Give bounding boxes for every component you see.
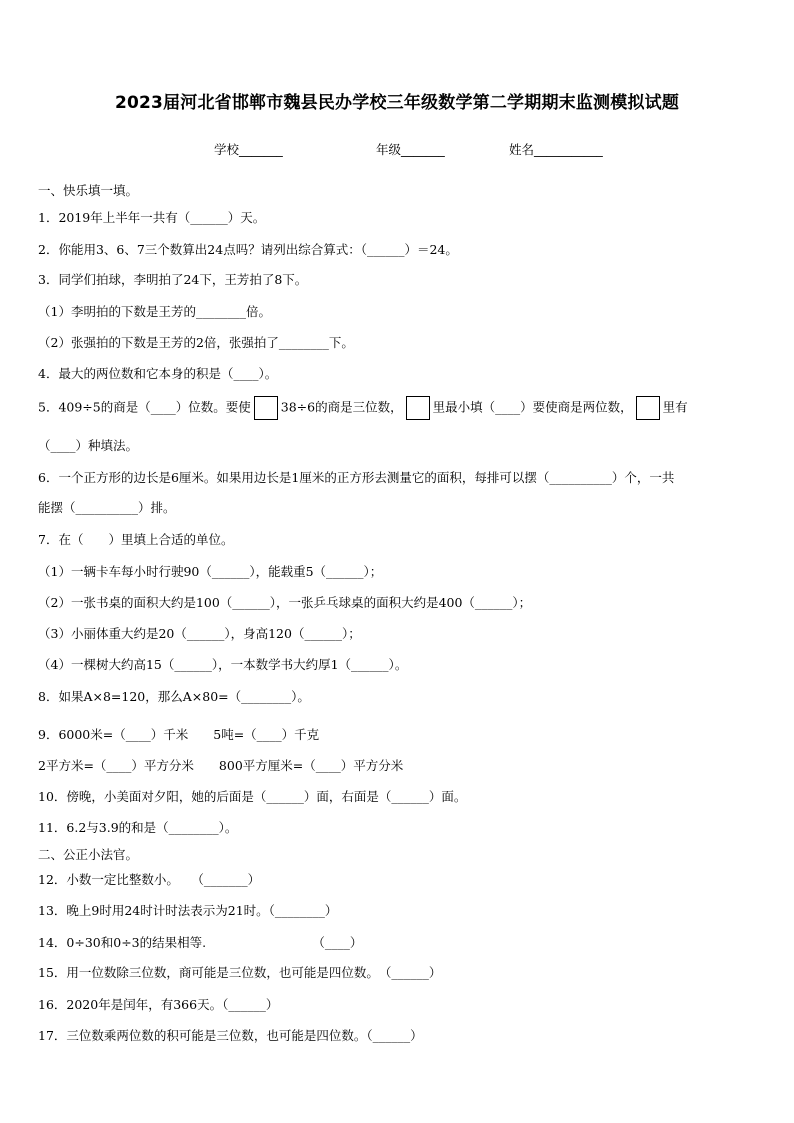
fill-box[interactable] [406, 396, 430, 420]
question-5-text-4: 里有 [662, 399, 688, 415]
question-6: 6．一个正方形的边长是6厘米。如果用边长是1厘米的正方形去测量它的面积，每排可以摆（__________）个，一共 [38, 470, 675, 485]
question-5-text-3: 里最小填（____）要使商是两位数， [432, 399, 633, 415]
question-5-text-1: 5．409÷5的商是（____）位数。要使 [38, 399, 251, 415]
question-3-part-1: （1）李明拍的下数是王芳的________倍。 [38, 304, 271, 319]
section-heading-2: 二、公正小法官。 [38, 847, 139, 862]
question-2: 2．你能用3、6、7三个数算出24点吗？请列出综合算式：（______）＝24。 [38, 242, 458, 257]
question-7-part-2: （2）一张书桌的面积大约是100（______），一张乒乓球桌的面积大约是400（______）； [38, 595, 532, 610]
question-14: 14．0÷30和0÷3的结果相等. （____） [38, 935, 363, 950]
fill-box[interactable] [254, 396, 278, 420]
name-field[interactable]: 姓名___________ [509, 142, 603, 157]
question-4: 4．最大的两位数和它本身的积是（____）。 [38, 366, 278, 381]
question-9-continued: 2平方米=（____）平方分米 800平方厘米=（____）平方分米 [38, 758, 404, 773]
question-17: 17．三位数乘两位数的积可能是三位数，也可能是四位数。（______） [38, 1028, 423, 1043]
question-3-part-2: （2）张强拍的下数是王芳的2倍，张强拍了________下。 [38, 335, 354, 350]
question-5 [38, 396, 688, 420]
question-11: 11．6.2与3.9的和是（________）。 [38, 820, 238, 835]
section-heading-1: 一、快乐填一填。 [38, 183, 139, 198]
question-1: 1．2019年上半年一共有（______）天。 [38, 210, 266, 225]
question-8: 8．如果A×8=120，那么A×80=（________）。 [38, 689, 310, 704]
question-7-part-1: （1）一辆卡车每小时行驶90（______），能载重5（______）； [38, 564, 383, 579]
question-12: 12．小数一定比整数小。 （_______） [38, 872, 261, 887]
question-13: 13．晚上9时用24时计时法表示为21时。（________） [38, 903, 338, 918]
question-10: 10．傍晚，小美面对夕阳，她的后面是（______）面，右面是（______）面。 [38, 789, 467, 804]
question-7: 7．在（ ）里填上合适的单位。 [38, 532, 234, 547]
question-15: 15．用一位数除三位数，商可能是三位数，也可能是四位数。 （______） [38, 965, 442, 980]
question-3: 3．同学们拍球，李明拍了24下，王芳拍了8下。 [38, 272, 308, 287]
grade-field[interactable]: 年级_______ [376, 142, 445, 157]
school-field[interactable]: 学校_______ [214, 142, 283, 157]
exam-title: 2023届河北省邯郸市魏县民办学校三年级数学第二学期期末监测模拟试题 [114, 93, 680, 113]
question-16: 16．2020年是闰年，有366天。（______） [38, 997, 279, 1012]
question-7-part-4: （4）一棵树大约高15（______），一本数学书大约厚1（______）。 [38, 657, 408, 672]
question-6-continued: 能摆（__________）排。 [38, 500, 176, 515]
question-5-text-2: 38÷6的商是三位数， [280, 399, 403, 415]
question-5-continued: （____）种填法。 [38, 438, 139, 453]
question-7-part-3: （3）小丽体重大约是20（______），身高120（______）； [38, 626, 361, 641]
fill-box[interactable] [636, 396, 660, 420]
question-9: 9．6000米=（____）千米 5吨=（____）千克 [38, 727, 320, 742]
